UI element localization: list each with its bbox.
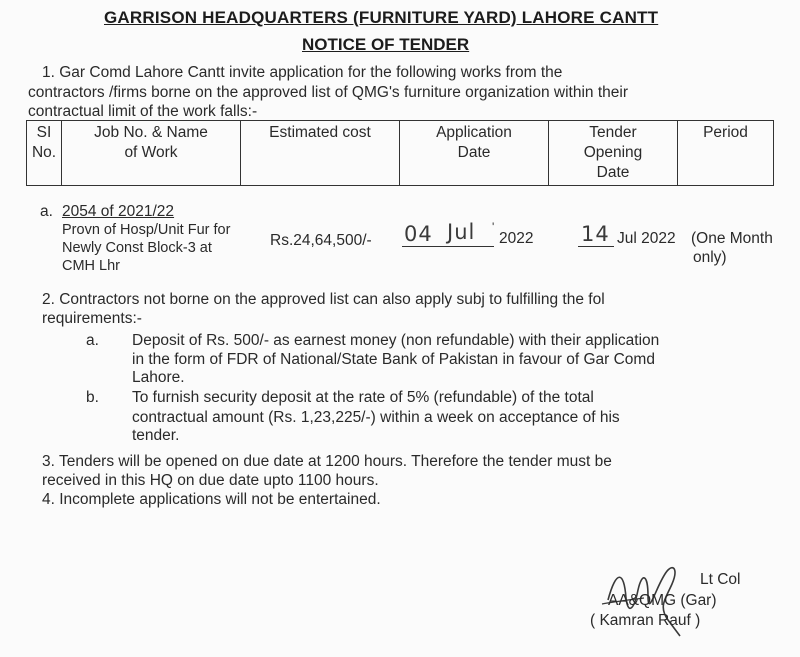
application-year: 2022 <box>499 230 534 247</box>
col-job-name <box>62 121 241 186</box>
para3-line-1: 3. Tenders will be opened on due date at 1200 hours. Therefore the tender must be <box>42 453 612 470</box>
notice-subtitle: NOTICE OF TENDER <box>302 35 470 54</box>
col-period-l1: Period <box>703 124 748 141</box>
para2-b-line-2: contractual amount (Rs. 1,23,225/-) within a week on acceptance of his <box>132 409 620 426</box>
tender-table <box>26 120 774 186</box>
para4-line-1: 4. Incomplete applications will not be entertained. <box>42 491 381 508</box>
col-tender-opening-l1: Tender <box>589 124 637 141</box>
period-line-2: only) <box>693 249 727 266</box>
work-line-2: Newly Const Block-3 at <box>62 240 212 256</box>
item-label: a. <box>40 203 53 220</box>
para2-line-1: 2. Contractors not borne on the approved list can also apply subj to fulfilling the fol <box>42 291 605 308</box>
para2-a-line-3: Lahore. <box>132 369 185 386</box>
para2-line-2: requirements:- <box>42 310 142 327</box>
tender-opening-rest: Jul 2022 <box>617 230 676 247</box>
col-application-date <box>400 121 549 186</box>
col-tender-opening-date <box>549 121 678 186</box>
col-job-name-l2: of Work <box>124 144 178 161</box>
tick-mark: ' <box>492 220 495 234</box>
col-application-date-l1: Application <box>436 124 512 141</box>
col-si-no-l1: SI <box>36 124 52 141</box>
application-day-handwritten: 04 <box>404 222 433 246</box>
signature-designation: AA&QMG (Gar) <box>608 592 717 609</box>
signature-rank: Lt Col <box>700 571 741 588</box>
estimated-cost-value: Rs.24,64,500/- <box>270 232 372 249</box>
para2-b-label: b. <box>86 389 99 406</box>
signature-name: ( Kamran Rauf ) <box>590 612 701 629</box>
tender-day-underline <box>578 246 614 247</box>
col-application-date-l2: Date <box>457 144 491 161</box>
col-tender-opening-l3: Date <box>596 164 630 181</box>
intro-line-1: 1. Gar Comd Lahore Cantt invite application for the following works from the <box>42 64 563 81</box>
application-month-handwritten: Jul <box>447 220 476 244</box>
work-line-1: Provn of Hosp/Unit Fur for <box>62 222 231 238</box>
col-period <box>678 121 774 186</box>
para3-line-2: received in this HQ on due date upto 1100 hours. <box>42 472 379 489</box>
para2-a-label: a. <box>86 332 99 349</box>
table-header-row <box>27 121 774 186</box>
col-estimated-cost-l1: Estimated cost <box>269 124 371 141</box>
intro-line-3: contractual limit of the work falls:- <box>28 103 258 120</box>
job-number: 2054 of 2021/22 <box>62 203 175 220</box>
application-date-underline <box>402 246 494 247</box>
para2-a-line-1: Deposit of Rs. 500/- as earnest money (non refundable) with their application <box>132 332 660 349</box>
tender-day-handwritten: 14 <box>581 222 610 246</box>
page-title: GARRISON HEADQUARTERS (FURNITURE YARD) LAHORE CANTT <box>104 8 659 27</box>
para2-b-line-3: tender. <box>132 427 180 444</box>
col-estimated-cost <box>241 121 400 186</box>
para2-b-line-1: To furnish security deposit at the rate of 5% (refundable) of the total <box>132 389 594 406</box>
work-line-3: CMH Lhr <box>62 258 121 274</box>
col-si-no-l2: No. <box>31 144 57 161</box>
intro-line-2: contractors /firms borne on the approved list of QMG's furniture organization within their <box>28 84 628 101</box>
period-line-1: (One Month <box>691 230 773 247</box>
col-tender-opening-l2: Opening <box>583 144 643 161</box>
col-si-no <box>27 121 62 186</box>
para2-a-line-2: in the form of FDR of National/State Bank of Pakistan in favour of Gar Comd <box>132 351 655 368</box>
col-job-name-l1: Job No. & Name <box>94 124 208 141</box>
